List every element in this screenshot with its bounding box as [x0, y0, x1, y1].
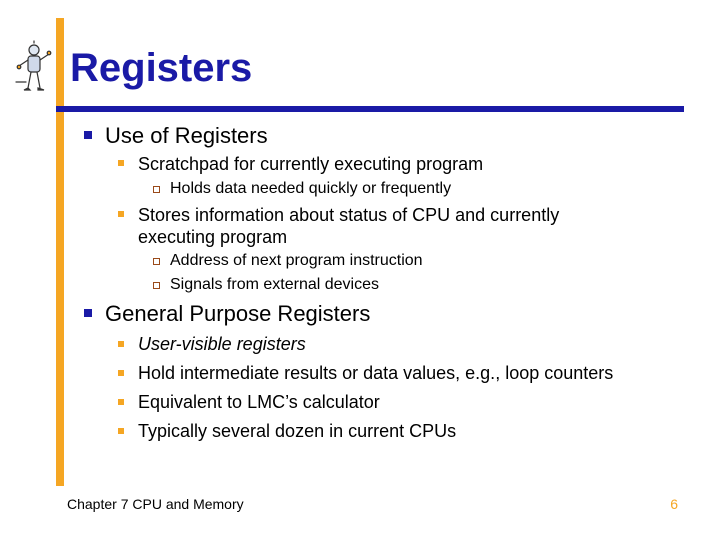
footer-chapter-label: Chapter 7 CPU and Memory: [67, 496, 244, 512]
list-item: Hold intermediate results or data values, e.g., loop counters: [138, 363, 614, 383]
title-underline-rule: [56, 106, 684, 112]
section-heading-general-purpose-registers: General Purpose Registers: [105, 301, 371, 326]
list-item: Equivalent to LMC’s calculator: [138, 392, 380, 412]
list-item: Scratchpad for currently executing program: [138, 154, 484, 174]
page-number: 6: [670, 496, 678, 512]
bullet-square-small: [118, 341, 124, 347]
sub-list-item: Address of next program instruction: [170, 252, 423, 269]
robot-figure-icon: [14, 40, 54, 98]
bullet-square: [84, 131, 92, 139]
sub-list-item: Signals from external devices: [170, 276, 379, 293]
list-item-line2: executing program: [138, 227, 288, 247]
bullet-square-small: [118, 428, 124, 434]
bullet-hollow: [153, 282, 160, 289]
bullet-square-small: [118, 370, 124, 376]
page-title: Registers: [70, 46, 253, 90]
bullet-hollow: [153, 186, 160, 193]
bullet-square-small: [118, 160, 124, 166]
sub-list-item: Holds data needed quickly or frequently: [170, 180, 452, 197]
section-heading-use-of-registers: Use of Registers: [105, 123, 268, 148]
list-item-line1: Stores information about status of CPU and currently: [138, 205, 560, 225]
bullet-square-small: [118, 399, 124, 405]
bullet-square: [84, 309, 92, 317]
accent-vertical-bar: [56, 18, 64, 486]
list-item: User-visible registers: [138, 334, 306, 354]
bullet-hollow: [153, 258, 160, 265]
list-item: Typically several dozen in current CPUs: [138, 421, 457, 441]
bullet-square-small: [118, 211, 124, 217]
